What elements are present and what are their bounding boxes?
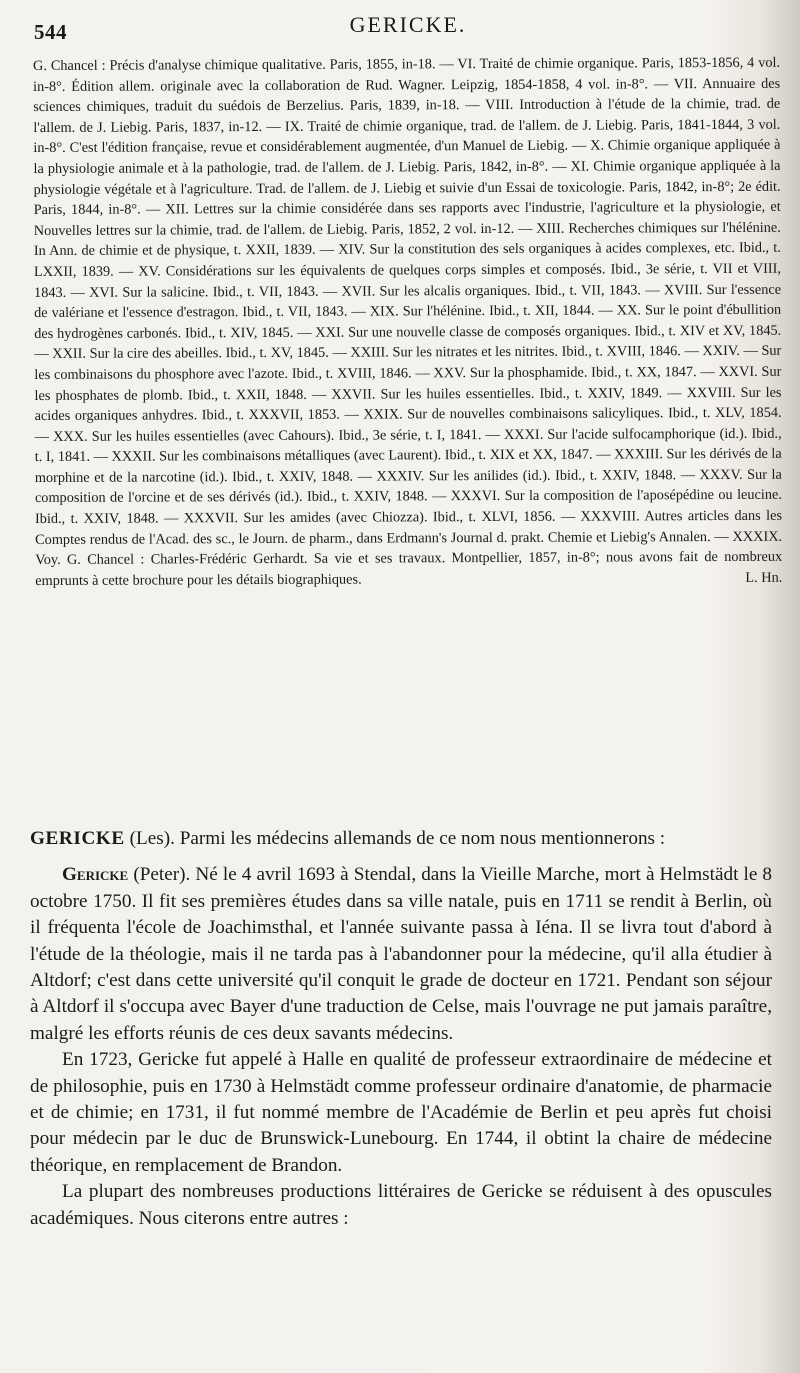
- entry-qualifier: (Les).: [129, 828, 175, 849]
- subentry-forename: (Peter).: [133, 864, 191, 886]
- paragraph-text: Né le 4 avril 1693 à Stendal, dans la Vieille Marche, mort à Helmstädt le 8 octobre 1750. Il fit ses premières études dans sa ville natale, puis en 1711 se rendit à Berlin, où il fréquenta l'école de Joachimsthal, et l'année suivante passa à Iéna. Il se livra tout d'abord à l'étude de la théologie, mais il ne tarda pas à l'abandonner pour la médecine, qu'il alla étudier à Altdorf; c'est dans cette université qu'il conquit le grade de docteur en 1721. Pendant son séjour à Altdorf il s'occupa avec Bayer d'une traduction de Celse, mais l'ouvrage ne put jamais paraître, malgré les efforts réunis de ces deux savants médecins.: [30, 864, 773, 1044]
- article-section: [30, 826, 772, 1232]
- entry-headword: GERICKE: [30, 828, 125, 849]
- bibliography-text: G. Chancel : Précis d'analyse chimique qualitative. Paris, 1855, in-18. — VI. Traité de chimie organique. Paris, 1853-1856, 4 vol. in-8°. Édition allem. originale avec la collaboration de Rud. Wagner. Leipzig, 1854-1858, 4 vol. in-8°. — VII. Annuaire des sciences chimiques, traduit du suédois de Berzelius. Paris, 1839, in-18. — VIII. Introduction à l'étude de la chimie, trad. de l'allem. de J. Liebig. Paris, 1837, in-12. — IX. Traité de chimie organique, trad. de l'allem. de J. Liebig. Paris, 1841-1844, 3 vol. in-8°. C'est l'édition française, revue et considérablement augmentée, d'un Manuel de Liebig. — X. Chimie organique appliquée à la physiologie animale et à la pathologie, trad. de l'allem. de J. Liebig. Paris, 1842, in-8°. — XI. Chimie organique appliquée à la physiologie végétale et à l'agriculture. Trad. de l'allem. de J. Liebig et suivie d'un Essai de toxicologie. Paris, 1842, in-8°; 2e édit. Paris, 1844, in-8°. — XII. Lettres sur la chimie considérée dans ses rapports avec l'industrie, l'agriculture et la physiologie, et Nouvelles lettres sur la chimie, trad. de l'allem. de Liebig. Paris, 1852, 2 vol. in-12. — XIII. Recherches chimiques sur l'hélénine. In Ann. de chimie et de physique, t. XXII, 1839. — XIV. Sur la constitution des sels organiques à acides complexes, etc. Ibid., t. LXXII, 1839. — XV. Considérations sur les équivalents de quelques corps simples et composés. Ibid., 3e série, t. VII et VIII, 1843. — XVI. Sur la salicine. Ibid., t. VII, 1843. — XVII. Sur les alcalis organiques. Ibid., t. VII, 1843. — XVIII. Sur l'essence de valériane et l'essence d'estragon. Ibid., t. VII, 1843. — XIX. Sur l'hélénine. Ibid., t. XII, 1844. — XX. Sur le point d'ébullition des hydrogènes carbonés. Ibid., t. XIV, 1845. — XXI. Sur une nouvelle classe de composés organiques. Ibid., t. XIV et XV, 1845. — XXII. Sur la cire des abeilles. Ibid., t. XV, 1845. — XXIII. Sur les nitrates et les nitrites. Ibid., t. XVIII, 1846. — XXIV. — Sur les combinaisons du phosphore avec l'azote. Ibid., t. XVIII, 1846. — XXV. Sur la phosphamide. Ibid., t. XX, 1847. — XXVI. Sur les phosphates de plomb. Ibid., t. XXII, 1848. — XXVII. Sur les huiles essentielles. Ibid., t. XXIV, 1849. — XXVIII. Sur les acides organiques anhydres. Ibid., t. XXXVII, 1853. — XXIX. Sur de nouvelles combinaisons salicyliques. Ibid., t. XLV, 1854. — XXX. Sur les huiles essentielles (avec Cahours). Ibid., 3e série, t. I, 1841. — XXXI. Sur l'acide sulfocamphorique (id.). Ibid., t. I, 1841. — XXXII. Sur les combinaisons métalliques (avec Laurent). Ibid., t. XIX et XX, 1847. — XXXIII. Sur les dérivés de la morphine et de la narcotine (id.). Ibid., t. XXIV, 1848. — XXXIV. Sur les anilides (id.). Ibid., t. XXIV, 1848. — XXXV. Sur la composition de l'orcine et de ses dérivés (id.). Ibid., t. XXIV, 1848. — XXXVI. Sur la composition de l'aposépédine ou leucine. Ibid., t. XXIV, 1848. — XXXVII. Sur les amides (avec Chiozza). Ibid., t. XLVI, 1856. — XXXVIII. Autres articles dans les Comptes rendus de l'Acad. des sc., le Journ. de pharm., dans Erdmann's Journal d. prakt. Chemie et Liebig's Annalen. — XXXIX. Voy. G. Chancel : Charles-Frédéric Gerhardt. Sa vie et ses travaux. Montpellier, 1857, in-8°; nous avons fait de nombreux emprunts à cette brochure pour les détails biographiques.: [33, 54, 783, 589]
- peter-entry-paragraph-1: [30, 862, 772, 1047]
- peter-entry-paragraph-2: [30, 1047, 772, 1179]
- page-number: 544: [34, 20, 67, 44]
- running-head: GERICKE.: [349, 12, 467, 37]
- family-entry: [30, 826, 772, 852]
- family-entry-text: Parmi les médecins allemands de ce nom nous mentionnerons :: [179, 828, 666, 849]
- bibliography-block: [33, 53, 782, 592]
- page-header: [34, 10, 782, 50]
- subentry-name: Gericke: [62, 864, 129, 886]
- paragraph-text: En 1723, Gericke fut appelé à Halle en qualité de professeur extraordinaire de médecine et de philosophie, puis en 1730 à Helmstädt comme professeur ordinaire d'anatomie, de pharmacie et de chimie; en 1731, il fut nommé membre de l'Académie de Berlin et peu après fut choisi pour médecin par le duc de Brunswick-Lunebourg. En 1744, il obtint la chaire de médecine théorique, en remplacement de Brandon.: [30, 1049, 772, 1176]
- author-signature: L. Hn.: [745, 569, 783, 586]
- paragraph-text: La plupart des nombreuses productions littéraires de Gericke se réduisent à des opuscules académiques. Nous citerons entre autres :: [30, 1181, 772, 1229]
- peter-entry-paragraph-3: [30, 1179, 772, 1232]
